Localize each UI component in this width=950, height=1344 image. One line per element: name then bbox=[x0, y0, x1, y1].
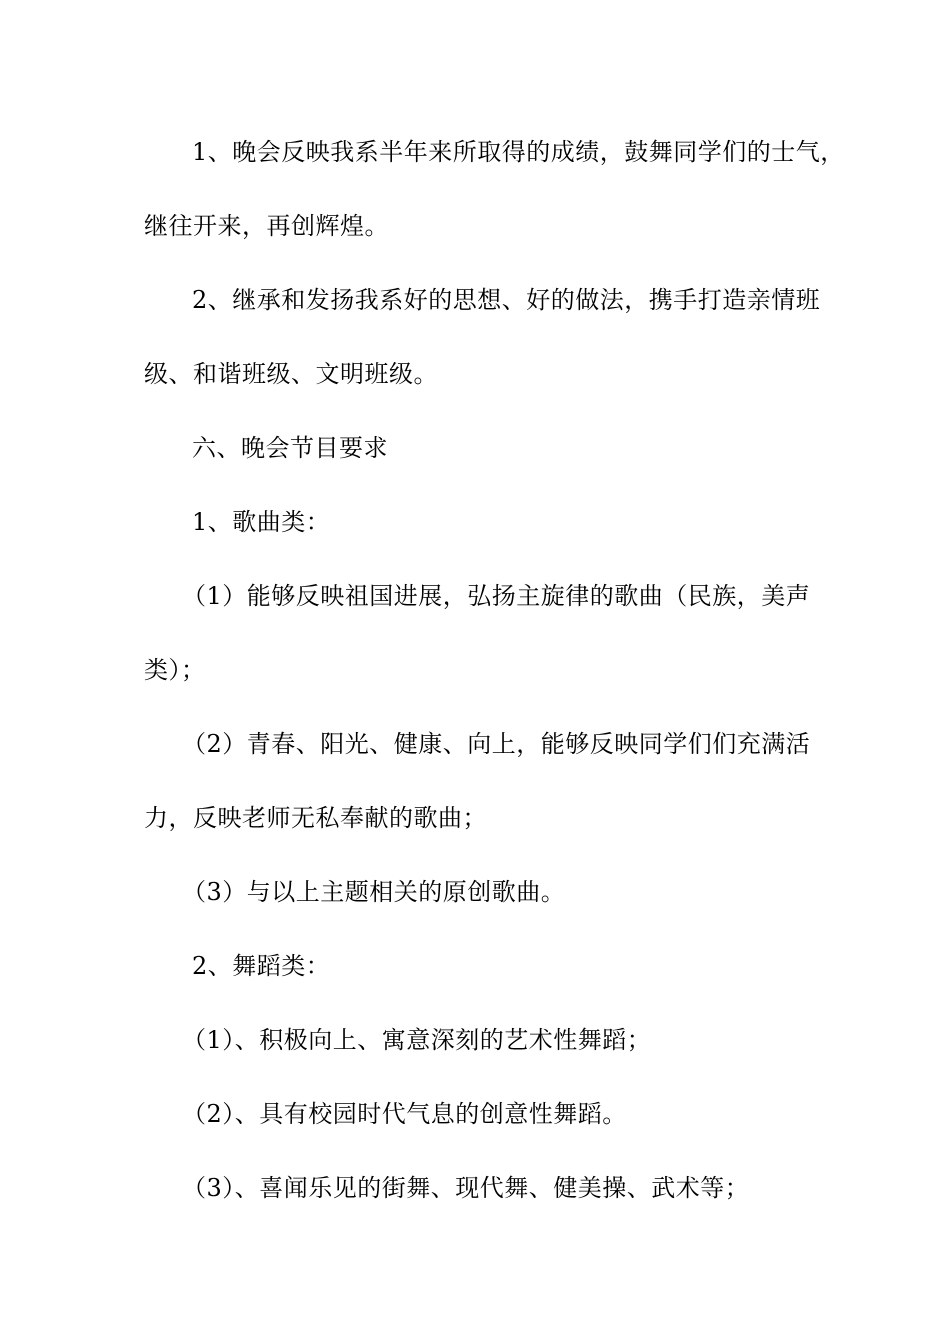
paragraph-1-line-1: 1、晚会反映我系半年来所取得的成绩，鼓舞同学们的士气， bbox=[192, 138, 845, 166]
paragraph-2-line-1: 2、继承和发扬我系好的思想、好的做法，携手打造亲情班 bbox=[192, 286, 821, 314]
songs-item-2-line-1: （2）青春、阳光、健康、向上，能够反映同学们们充满活 bbox=[182, 730, 811, 758]
category-songs-heading: 1、歌曲类： bbox=[192, 508, 331, 536]
paragraph-1-line-2: 继往开来，再创辉煌。 bbox=[144, 212, 389, 240]
songs-item-3: （3）与以上主题相关的原创歌曲。 bbox=[182, 878, 566, 906]
dance-item-3: （3）、喜闻乐见的街舞、现代舞、健美操、武术等； bbox=[182, 1174, 750, 1202]
dance-item-1: （1）、积极向上、寓意深刻的艺术性舞蹈； bbox=[182, 1026, 652, 1054]
songs-item-1-line-1: （1）能够反映祖国进展，弘扬主旋律的歌曲（民族，美声 bbox=[182, 582, 811, 610]
dance-item-2: （2）、具有校园时代气息的创意性舞蹈。 bbox=[182, 1100, 627, 1128]
songs-item-1-line-2: 类）； bbox=[144, 656, 206, 684]
paragraph-2-line-2: 级、和谐班级、文明班级。 bbox=[144, 360, 438, 388]
category-dance-heading: 2、舞蹈类： bbox=[192, 952, 331, 980]
section-heading: 六、晚会节目要求 bbox=[192, 434, 388, 462]
songs-item-2-line-2: 力，反映老师无私奉献的歌曲； bbox=[144, 804, 487, 832]
